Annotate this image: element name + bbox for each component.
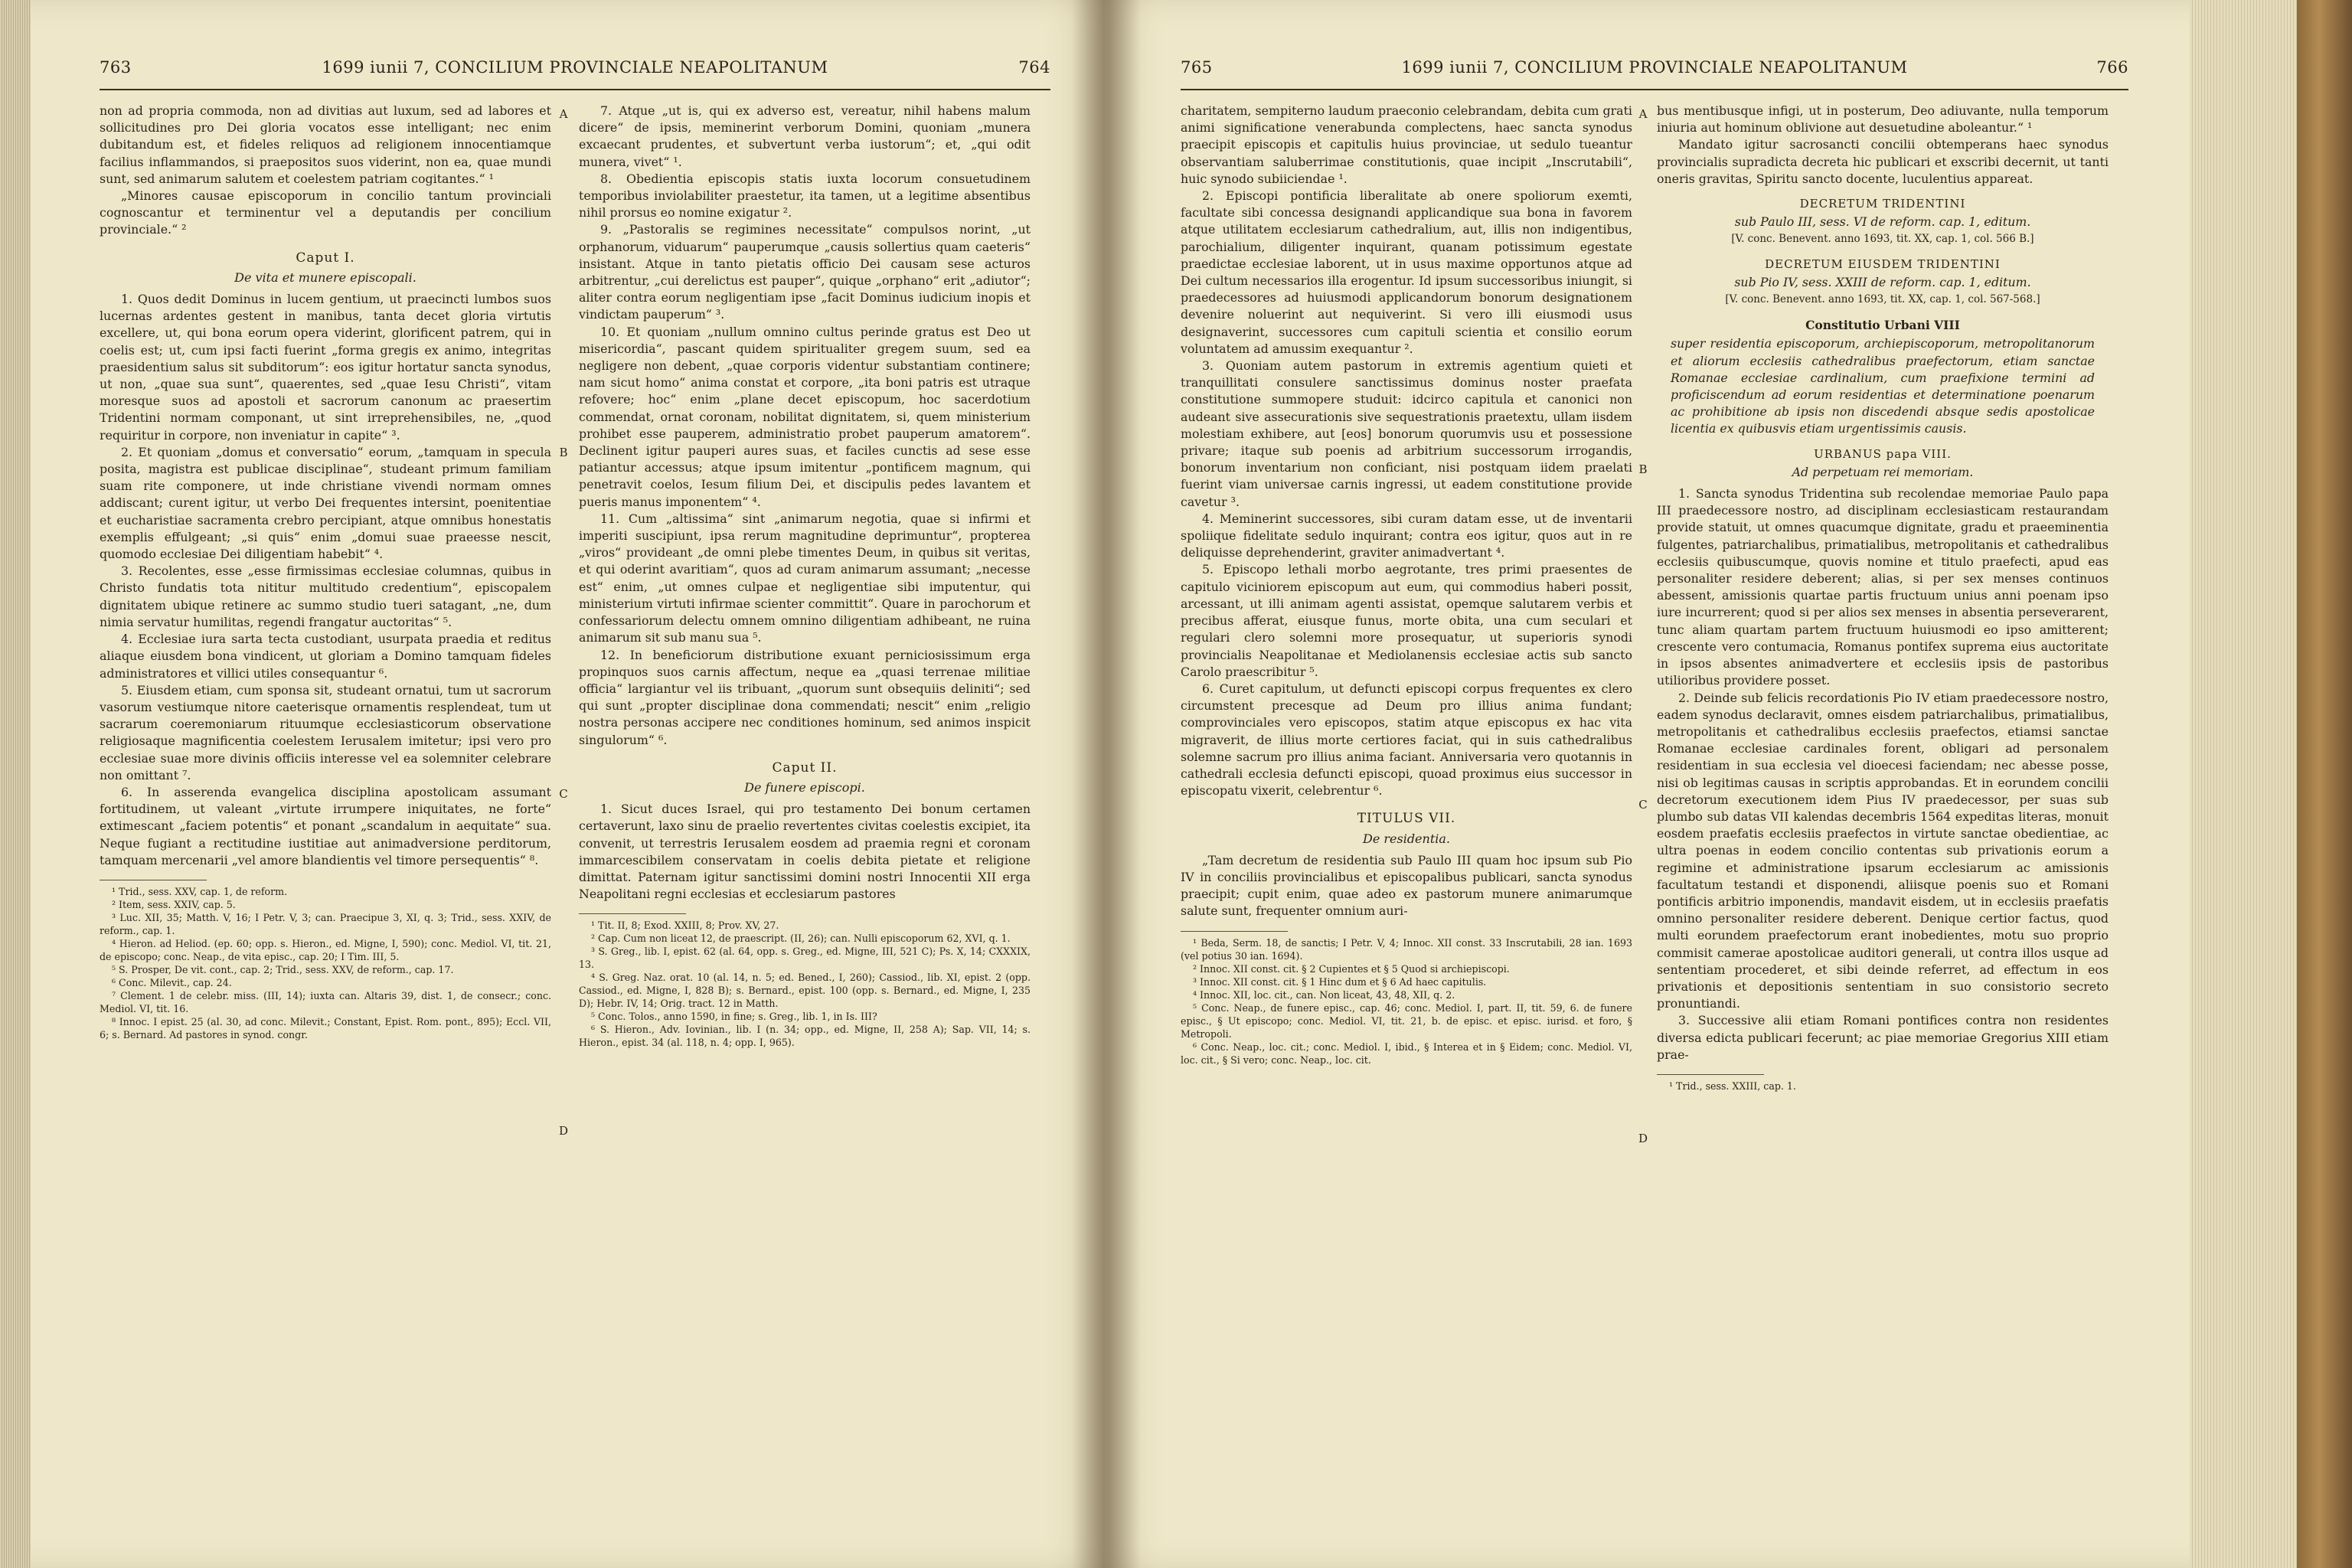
footnote: ⁶ Conc. Milevit., cap. 24.	[112, 976, 232, 988]
paragraph: 6. Curet capitulum, ut defuncti episcopi corpus frequentes ex clero circumstent precesque ad Deum pro illius anima fundant; comprovinciales vero episcopos, statim atque episcopus ex hac vita migraverit, de illius morte certiores faciat, qui in suis cathedralibus solemne sacrum pro illius anima faciant. Anniversaria vero quotannis in cathedrali ecclesia defuncti episcopi, quoad proximus eius successor in episcopatu vixerit, celebrentur ⁶.	[1181, 681, 1632, 799]
right-column-1	[1181, 103, 1632, 1542]
footnote-rule	[1181, 931, 1288, 932]
chapter-subheading: De vita et munere episcopali.	[234, 270, 416, 285]
left-column-2	[579, 103, 1031, 1542]
footnote: ³ S. Greg., lib. I, epist. 62 (al. 64, opp. s. Greg., ed. Migne, III, 521 C); Ps. X, 14; CXXXIX, 13.	[579, 946, 1031, 971]
page-number: 764	[1018, 58, 1050, 77]
decretum-reference: [V. conc. Benevent. anno 1693, tit. XX, cap. 1, col. 566 B.]	[1731, 233, 2034, 246]
paragraph: 8. Obedientia episcopis statis iuxta locorum consuetudinem temporibus inviolabiliter praestetur, ita tamen, ut a legitime absentibus nihil prorsus eo nomine exigatur ².	[579, 171, 1031, 220]
chapter-subheading: De funere episcopi.	[744, 779, 865, 795]
footnote: ⁷ Clement. 1 de celebr. miss. (III, 14); iuxta can. Altaris 39, dist. 1, de consecr.; conc. Mediol. VI, tit. 16.	[100, 989, 551, 1014]
page-number: 766	[2096, 58, 2128, 77]
footnote: ² Cap. Cum non liceat 12, de praescript. (II, 26); can. Nulli episcoporum 62, XVI, q. 1.	[591, 933, 1011, 945]
right-page-edges	[2190, 0, 2297, 1568]
constitutio-heading: Constitutio Urbani VIII	[1805, 318, 1960, 333]
footnote-rule	[579, 913, 686, 914]
paragraph: „Minores causae episcoporum in concilio tantum provinciali cognoscantur et terminentur vel a deputandis per concilium provinciale.“ ²	[100, 188, 551, 237]
footnote: ³ Innoc. XII const. cit. § 1 Hinc dum et § 6 Ad haec capitulis.	[1193, 975, 1487, 988]
paragraph: 2. Deinde sub felicis recordationis Pio IV etiam praedecessore nostro, eadem synodus declaravit, omnes eisdem patriarchalibus, primatialibus, metropolitanis et cathedralibus ecclesiis praefectos, etiamsi sanctae Romanae ecclesiae cardinales forent, obligari ad personalem residentiam in sua ecclesia vel dioecesi faciendam; nec abesse posse, nisi ob legitimas causas in scriptis approbandas. Et in eorundem concilii decretorum executionem idem Pius IV praedecessor, per suas sub plumbo sub datas VII kalendas decembris 1564 expeditas literas, monuit eosdem praefatis ecclesiis praefectos in virtute sanctae obedientiae, ac ultra poenas in eodem concilio contentas sub privationis eorum a regimine et administratione ipsarum ecclesiarum ac amissionis facultatum testandi et disponendi, aliisque poenis suo et Romani pontificis arbitrio imponendis, mandavit eisdem, ut in ecclesiis praefatis omnino personaliter residere deberent. Denique certior factus, quod multi eorundem praefectorum erant inobedientes, motu suo proprio commisit camerae apostolicae auditori generali, ut contra illos usque ad sententiam procederet, et sibi deinde referret, ad effectum in eos privationis et depositionis sententiam in suo consistorio secreto pronuntiandi.	[1657, 690, 2109, 1011]
paragraph: Mandato igitur sacrosancti concilii obtemperans haec synodus provincialis supradicta decreta hic publicari et exscribi decernit, ut tanti oneris gravitas, Spiritu sancto docente, luculentius appareat.	[1657, 137, 2109, 186]
margin-letter: D	[558, 1124, 569, 1138]
paragraph: 3. Quoniam autem pastorum in extremis agentium quieti et tranquillitati consulere sanctissimus dominus noster praefata constitutione summopere studuit: idcirco capitula et canonici non audeant sive assecurationis sive sequestrationis praetextu, ullam iisdem molestiam exhibere, aut [eos] bonorum quorumvis usu et possessione privare; itaque sub poenis ad arbitrium successorum irrogandis, bonorum inventarium non conficiant, nisi postquam iidem praelati fuerint viam universae carnis ingressi, ut eadem constitutione provide cavetur ³.	[1181, 358, 1632, 509]
margin-letter: A	[1638, 107, 1648, 121]
footnote: ⁵ Conc. Neap., de funere episc., cap. 46; conc. Mediol. I, part. II, tit. 59, 6. de funere episc., § Ut episcopo; conc. Mediol. VI, tit. 21, b. de episc. et episc. iurisd. et foro, § Metropoli.	[1181, 1001, 1632, 1040]
chapter-heading: Caput I.	[296, 250, 355, 266]
paragraph: 1. Sicut duces Israel, qui pro testamento Dei bonum certamen certaverunt, laxo sinu de praelio revertentes civitas coelestis excipiet, ita convenit, ut terrestris Ierusalem eosdem ad praemia regni et coronam immarcescibilem conservatam in coelis debita pietate et religione dimittat. Paternam igitur sanctissimi domini nostri Innocentii XII erga Neapolitani regni ecclesias et ecclesiarum pastores	[579, 802, 1031, 902]
footnote: ³ Luc. XII, 35; Matth. V, 16; I Petr. V, 3; can. Praecipue 3, XI, q. 3; Trid., sess. XXIV, de reform., cap. 1.	[100, 911, 551, 936]
paragraph: 3. Recolentes, esse „esse firmissimas ecclesiae columnas, quibus in Christo fundatis tota nititur multitudo credentium“, episcopalem dignitatem ubique retinere ac summo studio tueri satagant, „ne, dum nimia servatur humilitas, regendi frangatur auctoritas“ ⁵.	[100, 564, 551, 629]
paragraph: 1. Quos dedit Dominus in lucem gentium, ut praecincti lumbos suos lucernas ardentes gestent in manibus, tanta decet gloria virtutis excellere, ut, qui bona eorum opera viderint, glorificent patrem, qui in coelis est; ut, cum ipsi facti fuerint „forma gregis ex animo, integritas praesidentium salus sit subditorum“: eos igitur hortatur sancta synodus, ut non, „quae sua sunt“, quaerentes, sed „quae Iesu Christi“, vitam moresque suos ad apostoli et sacrorum canonum ac praesertim Tridentini normam componant, ut sint irreprehensibiles, ne, „quod requiritur in corpore, non inveniatur in capite“ ³.	[100, 292, 551, 443]
left-page	[31, 0, 1104, 1568]
footnote: ⁴ Hieron. ad Heliod. (ep. 60; opp. s. Hieron., ed. Migne, I, 590); conc. Mediol. VI, tit. 21, de episcopo; conc. Neap., de vita episc., cap. 20; I Tim. III, 5.	[100, 937, 551, 962]
memoriam-line: Ad perpetuam rei memoriam.	[1792, 464, 1974, 479]
footnote: ⁸ Innoc. I epist. 25 (al. 30, ad conc. Milevit.; Constant, Epist. Rom. pont., 895); Eccl. VII, 6; s. Bernard. Ad pastores in synod. congr.	[100, 1015, 551, 1040]
footnote: ¹ Beda, Serm. 18, de sanctis; I Petr. V, 4; Innoc. XII const. 33 Inscrutabili, 28 ian. 1693 (vel potius 30 ian. 1694).	[1181, 936, 1632, 962]
paragraph: 10. Et quoniam „nullum omnino cultus perinde gratus est Deo ut misericordia“, pascant quidem spiritualiter gregem suum, sed ea negligere non debent, „quae corporis videntur substantiam continere; nam sicut homo“ anima constat et corpore, „ita boni patris est utraque refovere; hoc“ enim „plane decet episcopum, hoc sacerdotium commendat, ornat coronam, nobilitat dignitatem, si, quem ministerium prohibet esse pauperem, administratio probet pauperum amatorem“. Declinent igitur pauperi aures suas, et faciles cunctis ad sese esse patiantur accessus; atque ipsum imitentur „pontificem magnum, qui penetravit coelos, Iesum filium Dei, et discipulis pedes lavantem et pueris manus imponentem“ ⁴.	[579, 324, 1031, 509]
footnote: ⁵ Conc. Tolos., anno 1590, in fine; s. Greg., lib. 1, in Is. III?	[591, 1011, 877, 1023]
paragraph: bus mentibusque infigi, ut in posterum, Deo adiuvante, nulla temporum iniuria aut hominum oblivione aut desuetudine aboleantur.“ ¹	[1657, 103, 2109, 136]
paragraph: 1. Sancta synodus Tridentina sub recolendae memoriae Paulo papa III praedecessore nostro, ad disciplinam ecclesiasticam restaurandam provide statuit, ut omnes quacumque dignitate, gradu et praeeminentia fulgentes, patriarchalibus, primatialibus, metropolitanis et cathedralibus ecclesiis quibuscumque, quovis nomine et titulo praefecti, apud eas personaliter residere deberent; alias, si per sex menses continuos abessent, amissionis quartae partis fructuum unius anni poenam ipso iure incurrerent; quod si per alios sex menses in absentia perseverarent, tunc aliam quartam partem fructuum huiusmodi eo ipso amitterent; crescente vero contumacia, Romanus pontifex suprema eius auctoritate in ipsos absentes animadvertere et ecclesiis ipsis de pastoribus utilioribus providere posset.	[1657, 486, 2109, 688]
paragraph: non ad propria commoda, non ad divitias aut luxum, sed ad labores et sollicitudines pro Dei gloria vocatos esse intelligant; nec enim dubitandum est, et fideles reliquos ad religionem innocentiamque facilius inflammandos, si praepositos suos viderint, non ea, quae mundi sunt, sed animarum salutem et coelestem patriam cogitantes.“ ¹	[100, 103, 551, 186]
paragraph: 2. Episcopi pontificia liberalitate ab onere spoliorum exemti, facultate sibi concessa designandi applicandique sua bona in favorem atque utilitatem ecclesiarum cathedralium, aut, illis non indigentibus, parochialium, diligenter inquirant, quanam potissimum egestate praedictae ecclesiae laborent, ut in usus maxime opportunos atque ad Dei cultum necessarios illa erogentur. Id ipsum successoribus iniungit, si praedecessores ad huiusmodi applicandorum bonorum designationem devenire noluerint aut nequiverint. Si vero illi eiusmodi usus designaverint, successores cum capituli scientia et consilio eorum voluntatem ad amussim exequantur ².	[1181, 188, 1632, 356]
footnotes	[1657, 1080, 2109, 1093]
right-page	[1104, 0, 2190, 1568]
paragraph: charitatem, sempiterno laudum praeconio celebrandam, debita cum grati animi significatione venerabunda complectens, haec sancta synodus praecipit episcopis et capitulis huius provinciae, ut sedulo tueantur observantiam saluberrimae constitutionis, quae incipit „Inscrutabili“, huic synodo subiiciendae ¹.	[1181, 103, 1632, 186]
paragraph: 6. In asserenda evangelica disciplina apostolicam assumant fortitudinem, ut valeant „virtute irrumpere iniquitates, ne forte“ extimescant „faciem potentis“ et ponant „scandalum in aequitate“ sua. Neque fugiant a rectitudine iustitiae aut animadversione perditorum, tamquam mercenarii „vel amore blandientis vel timore persequentis“ ⁸.	[100, 784, 551, 867]
margin-letter: D	[1638, 1132, 1648, 1145]
footnote: ⁶ Conc. Neap., loc. cit.; conc. Mediol. I, ibid., § Interea et in § Eidem; conc. Mediol. VI, loc. cit., § Si vero; conc. Neap., loc. cit.	[1181, 1040, 1632, 1066]
footnotes	[1181, 936, 1632, 1067]
decretum-subheading: sub Paulo III, sess. VI de reform. cap. 1, editum.	[1734, 214, 2031, 230]
paragraph: 4. Meminerint successores, sibi curam datam esse, ut de inventarii spoliique fidelitate sedulo inquirant; contra eos igitur, quos aut in re deliquisse deprehenderint, graviter animadvertant ⁴.	[1181, 511, 1632, 560]
paragraph: 11. Cum „altissima“ sint „animarum negotia, quae si infirmi et imperiti suscipiunt, ipsa rerum magnitudine deprimuntur“, propterea „viros“ provideant „de omni plebe timentes Deum, in quibus sit veritas, et qui oderint avaritiam“, quos ad curam animarum assumant; „necesse est“ enim, „ut omnes culpae et negligentiae sibi imputentur, qui ministerium virtuti infirmae scienter committit“. Quare in parochorum et confessariorum delectu omnem omnino diligentiam adhibeant, ne ruina animarum sit sub manu sua ⁵.	[579, 511, 1031, 645]
paragraph: 9. „Pastoralis se regimines necessitate“ compulsos norint, „ut orphanorum, viduarum“ pauperumque „causis sollertius quam caeteris“ insistant. Atque in tanto pietatis officio Dei causam sese acturos arbitrentur, „cui derelictus est pauper“, quique „orphano“ erit „adiutor“; aliter contra eorum negligentiam ipse „facit Dominus iudicium inopis et vindictam pauperum“ ³.	[579, 222, 1031, 322]
running-title: 1699 iunii 7, CONCILIUM PROVINCIALE NEAPOLITANUM	[322, 58, 828, 77]
decretum-reference: [V. conc. Benevent. anno 1693, tit. XX, cap. 1, col. 567-568.]	[1725, 293, 2040, 306]
paragraph: 2. Et quoniam „domus et conversatio“ eorum, „tamquam in specula posita, magistra est publicae disciplinae“, studeant primum familiam suam rite componere, ut inde christiane vivendi normam omnes addiscant; curent igitur, ut verbo Dei frequentes intersint, poenitentiae et eucharistiae sacramenta crebro percipiant, atque omnibus honestatis exemplis effulgeant; „si quis“ enim „domui suae praeesse nescit, quomodo ecclesiae Dei diligentiam habebit“ ⁴.	[100, 444, 551, 562]
paragraph: 3. Successive alii etiam Romani pontifices contra non residentes diversa edicta publicari fecerunt; ac piae memoriae Gregorius XIII etiam prae-	[1657, 1013, 2109, 1062]
header-rule	[1181, 89, 2128, 90]
margin-letter: A	[559, 107, 568, 121]
footnote: ⁴ S. Greg. Naz. orat. 10 (al. 14, n. 5; ed. Bened., I, 260); Cassiod., lib. XI, epist. 2 (opp. Cassiod., ed. Migne, I, 828 B); s. Bernard., epist. 100 (opp. s. Bernard., ed. Migne, I, 235 D); Hebr. IV, 14; Orig. tract. 12 in Matth.	[579, 972, 1031, 1010]
page-number: 765	[1181, 58, 1213, 77]
paragraph: 12. In beneficiorum distributione exuant perniciosissimum erga propinquos suos carnis affectum, neque ea „quasi terrenae militiae officia“ largiantur vel iis tribuant, „quorum sunt obsequiis deliniti“; sed qui sunt „propter disciplinae dona commendati; nescit“ enim „religio nostra personas accipere nec conditiones hominum, sed animos inspicit singulorum“ ⁶.	[579, 647, 1031, 747]
paragraph: 4. Ecclesiae iura sarta tecta custodiant, usurpata praedia et reditus aliaque eiusdem bona vindicent, ut gloriam a Domino tamquam fideles administratores et villici utiles consequantur ⁶.	[100, 632, 551, 681]
paragraph: 7. Atque „ut is, qui ex adverso est, vereatur, nihil habens malum dicere“ de ipsis, meminerint verborum Domini, quoniam „munera excaecant prudentes, et subvertunt verba iustorum“; et, „qui odit munera, vivet“ ¹.	[579, 103, 1031, 169]
left-page-edges	[0, 0, 31, 1568]
footnote: ¹ Tit. II, 8; Exod. XXIII, 8; Prov. XV, 27.	[591, 920, 779, 932]
footnote: ¹ Trid., sess. XXIII, cap. 1.	[1669, 1080, 1796, 1092]
right-running-head	[1181, 58, 2128, 89]
margin-letter: B	[559, 446, 568, 459]
footnotes	[579, 919, 1031, 1049]
footnote: ² Item, sess. XXIV, cap. 5.	[112, 898, 236, 910]
right-column-2	[1657, 103, 2109, 1542]
margin-letter: B	[1638, 462, 1648, 476]
left-column-1	[100, 103, 551, 1542]
footnotes	[100, 885, 551, 1041]
page-number: 763	[100, 58, 132, 77]
footnote: ¹ Trid., sess. XXV, cap. 1, de reform.	[112, 885, 288, 897]
decretum-heading: DECRETUM TRIDENTINI	[1799, 197, 1966, 211]
footnote: ² Innoc. XII const. cit. § 2 Cupientes et § 5 Quod si archiepiscopi.	[1193, 962, 1510, 975]
titulus-subheading: De residentia.	[1362, 831, 1450, 846]
urbanus-heading: URBANUS papa VIII.	[1814, 446, 1952, 461]
running-title: 1699 iunii 7, CONCILIUM PROVINCIALE NEAPOLITANUM	[1401, 58, 1908, 77]
decretum-subheading: sub Pio IV, sess. XXIII de reform. cap. 1, editum.	[1734, 274, 2031, 289]
footnote: ⁵ S. Prosper, De vit. cont., cap. 2; Trid., sess. XXV, de reform., cap. 17.	[112, 963, 454, 975]
margin-letter: C	[1638, 798, 1648, 812]
footnote-rule	[1657, 1074, 1764, 1075]
titulus-heading: TITULUS VII.	[1357, 811, 1456, 827]
left-running-head	[100, 58, 1050, 89]
paragraph: 5. Eiusdem etiam, cum sponsa sit, studeant ornatui, tum ut sacrorum vasorum vestiumque nitore caeterisque ornamentis resplendeat, tum ut sacrarum coeremoniarum rituumque ecclesiasticorum observatione religiosaque magnificentia coelestem Ierusalem imitetur; ipsi vero pro ecclesiae suae more divinis officiis interesse vel ea solemniter celebrare non omittant ⁷.	[100, 682, 551, 782]
decretum-heading: DECRETUM EIUSDEM TRIDENTINI	[1765, 256, 2001, 271]
footnote: ⁴ Innoc. XII, loc. cit., can. Non liceat, 43, 48, XII, q. 2.	[1193, 988, 1455, 1001]
paragraph: 5. Episcopo lethali morbo aegrotante, tres primi praesentes de capitulo viciniorem episcopum aut eum, qui commodius haberi possit, arcessant, ut illi animam agenti assistat, opemque salutarem verbis et precibus afferat, eiusque funus, morte obita, una cum seculari et regulari clero solemni more prosequatur, ut superioris synodi provincialis Neapolitanae et Mediolanensis ecclesiae actis sub sancto Carolo praescribitur ⁵.	[1181, 562, 1632, 679]
margin-letter: C	[559, 787, 568, 801]
paragraph: „Tam decretum de residentia sub Paulo III quam hoc ipsum sub Pio IV in conciliis provincialibus et episcopalibus publicari, sancta synodus praecipit; cupit enim, quae adeo ex pastorum munere animarumque salute sunt, frequenter omnium auri-	[1181, 852, 1632, 919]
constitutio-summary: super residentia episcoporum, archiepiscoporum, metropolitanorum et aliorum ecclesiis cathedralibus praefectorum, etiam sanctae Romanae ecclesiae cardinalium, cum praefixione termini ad proficiscendum ad eorum residentias et determinatione poenarum ac prohibitione ab ipsis non discedendi absque sedis apostolicae licentia ex quibusvis etiam urgentissimis causis.	[1671, 336, 2095, 436]
chapter-heading: Caput II.	[772, 760, 838, 776]
footnote: ⁶ S. Hieron., Adv. Iovinian., lib. I (n. 34; opp., ed. Migne, II, 258 A); Sap. VII, 14; s. Hieron., epist. 34 (al. 118, n. 4; opp. I, 965).	[579, 1024, 1031, 1049]
book-cover	[2297, 0, 2352, 1568]
header-rule	[100, 89, 1050, 90]
